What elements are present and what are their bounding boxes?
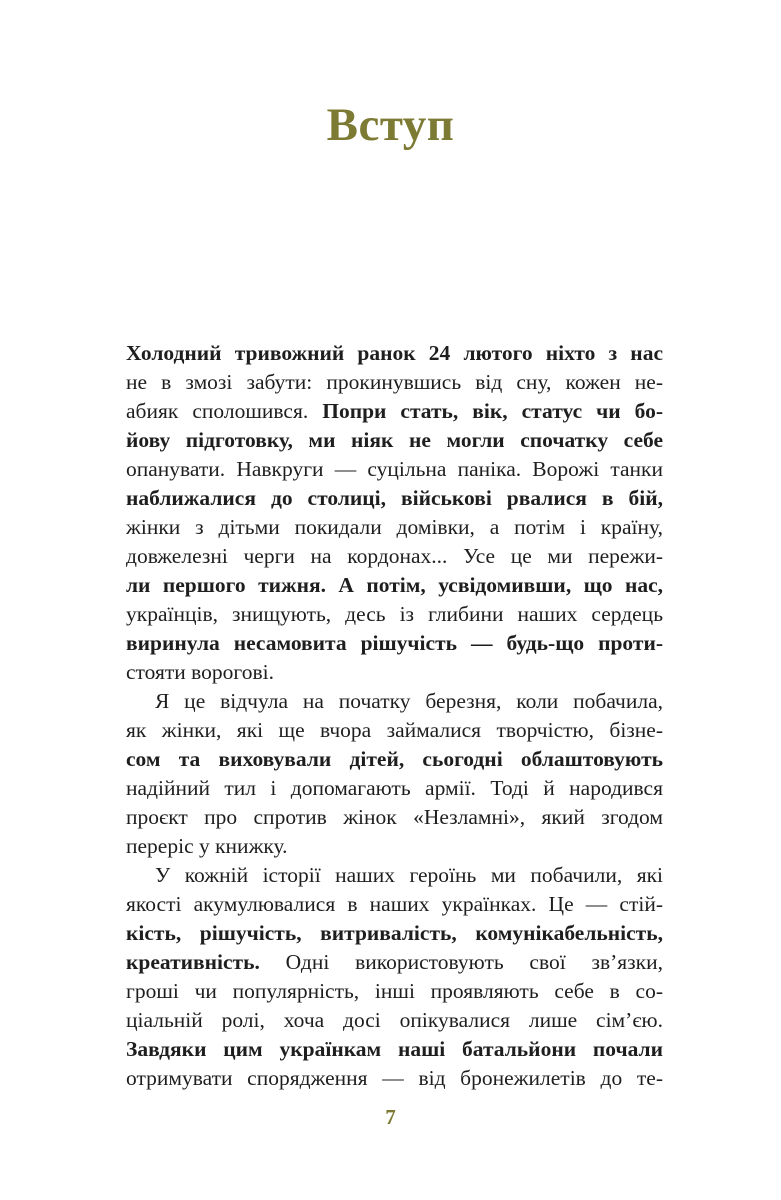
text-run: абияк сполошився. xyxy=(126,399,323,423)
text-run: надійний тил і допомагають армії. Тоді й народився xyxy=(126,776,663,800)
text-line xyxy=(126,687,663,716)
text-line xyxy=(126,1006,663,1035)
text-run: Я це відчула на початку березня, коли побачила, xyxy=(155,689,663,713)
bold-text-run: Холодний тривожний ранок 24 лютого ніхто з нас xyxy=(126,341,663,365)
text-line xyxy=(126,455,663,484)
bold-text-run: виринула несамовита рішучість — будь-що проти- xyxy=(126,631,663,655)
text-line xyxy=(126,1064,663,1093)
text-line xyxy=(126,948,663,977)
text-line xyxy=(126,977,663,1006)
text-line xyxy=(126,803,663,832)
text-line xyxy=(126,339,663,368)
text-line xyxy=(126,629,663,658)
text-run: проєкт про спротив жінок «Незламні», який згодом xyxy=(126,805,663,829)
text-run: українців, знищують, десь із глибини наших сердець xyxy=(126,602,663,626)
text-line xyxy=(126,484,663,513)
bold-text-run: Попри стать, вік, статус чи бо- xyxy=(322,399,663,423)
paragraph xyxy=(126,687,663,861)
text-line xyxy=(126,368,663,397)
bold-text-run: кість, рішучість, витривалість, комунікабельність, xyxy=(126,921,663,945)
text-line xyxy=(126,774,663,803)
bold-text-run: креативність. xyxy=(126,950,260,974)
text-line xyxy=(126,890,663,919)
text-run: Одні використовують свої зв’язки, xyxy=(259,950,663,974)
text-line xyxy=(126,513,663,542)
text-line xyxy=(126,658,663,687)
text-run: жінки з дітьми покидали домівки, а потім і країну, xyxy=(126,515,663,539)
text-line xyxy=(126,832,663,861)
body-text xyxy=(126,339,663,1093)
bold-text-run: наближалися до столиці, військові рвалися в бій, xyxy=(126,486,663,510)
text-run: отримувати спорядження — від бронежилетів до те- xyxy=(126,1066,663,1090)
paragraph xyxy=(126,861,663,1093)
text-line xyxy=(126,919,663,948)
text-line xyxy=(126,861,663,890)
text-run: опанувати. Навкруги — суцільна паніка. Ворожі танки xyxy=(126,457,663,481)
text-line xyxy=(126,745,663,774)
bold-text-run: сом та виховували дітей, сьогодні облаштовують xyxy=(126,747,663,771)
paragraph xyxy=(126,339,663,687)
bold-text-run: Завдяки цим українкам наші батальйони почали xyxy=(126,1037,663,1061)
text-line xyxy=(126,542,663,571)
text-line xyxy=(126,716,663,745)
text-run: гроші чи популярність, інші проявляють себе в со- xyxy=(126,979,663,1003)
text-line xyxy=(126,600,663,629)
text-run: довжелезні черги на кордонах... Усе це ми пережи- xyxy=(126,544,663,568)
chapter-title: Вступ xyxy=(326,99,455,151)
text-run: ціальній ролі, хоча досі опікувалися лише сім’єю. xyxy=(126,1008,663,1032)
text-line xyxy=(126,426,663,455)
text-run: не в змозі забути: прокинувшись від сну, кожен не- xyxy=(126,370,663,394)
text-run: У кожній історії наших героїнь ми побачили, які xyxy=(155,863,663,887)
text-run: переріс у книжку. xyxy=(126,834,288,858)
bold-text-run: йову підготовку, ми ніяк не могли спочатку себе xyxy=(126,428,663,452)
text-line xyxy=(126,571,663,600)
text-run: як жінки, які ще вчора займалися творчістю, бізне- xyxy=(126,718,663,742)
bold-text-run: ли першого тижня. А потім, усвідомивши, що нас, xyxy=(126,573,663,597)
text-line xyxy=(126,397,663,426)
page-number: 7 xyxy=(385,1105,396,1129)
text-line xyxy=(126,1035,663,1064)
text-run: стояти ворогові. xyxy=(126,660,274,684)
text-run: якості акумулювалися в наших українках. Це — стій- xyxy=(126,892,663,916)
